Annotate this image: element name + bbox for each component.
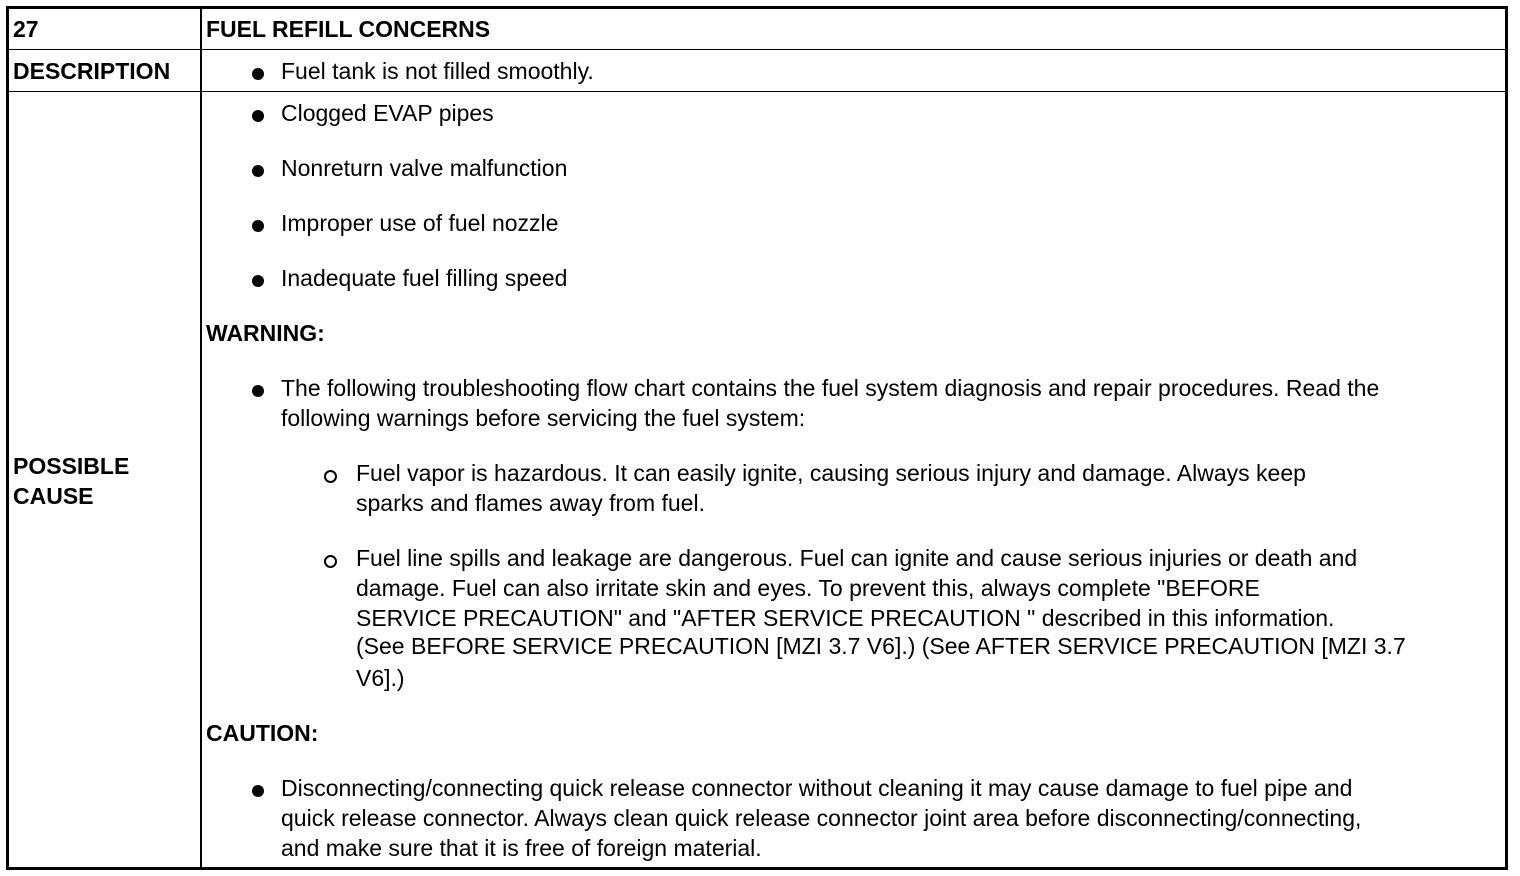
cause-item: Inadequate fuel filling speed <box>281 265 568 291</box>
bullet-icon <box>252 68 264 80</box>
caution-text-line: and make sure that it is free of foreign material. <box>281 835 762 861</box>
warning-text-line: The following troubleshooting flow chart contains the fuel system diagnosis and repair procedures. Read the <box>281 375 1380 401</box>
bullet-icon <box>252 275 264 287</box>
warning-subitem-line: sparks and flames away from fuel. <box>356 490 705 516</box>
sub-bullet-icon <box>324 555 337 568</box>
warning-subitem-line: SERVICE PRECAUTION" and "AFTER SERVICE PRECAUTION " described in this information. <box>356 605 1335 631</box>
sub-bullet-icon <box>324 470 337 483</box>
caution-text-line: Disconnecting/connecting quick release connector without cleaning it may cause damage to fuel pipe and <box>281 775 1353 801</box>
caution-label: CAUTION: <box>206 720 319 746</box>
bullet-icon <box>252 385 264 397</box>
bullet-icon <box>252 220 264 232</box>
warning-subitem-line: Fuel vapor is hazardous. It can easily ignite, causing serious injury and damage. Always keep <box>356 460 1306 486</box>
warning-label: WARNING: <box>206 320 325 346</box>
row-divider-header <box>9 49 1505 50</box>
cause-item: Clogged EVAP pipes <box>281 100 494 126</box>
row-divider-description <box>9 91 1505 92</box>
warning-text-line: following warnings before servicing the fuel system: <box>281 405 806 431</box>
warning-subitem-line: Fuel line spills and leakage are dangerous. Fuel can ignite and cause serious injuries or death and <box>356 545 1358 571</box>
description-item: Fuel tank is not filled smoothly. <box>281 58 594 84</box>
cause-item: Nonreturn valve malfunction <box>281 155 568 181</box>
concern-table <box>6 6 1508 870</box>
warning-subitem-line: V6].) <box>356 665 405 691</box>
possible-cause-label-line2: CAUSE <box>13 483 94 509</box>
cause-item: Improper use of fuel nozzle <box>281 210 559 236</box>
concern-title: FUEL REFILL CONCERNS <box>206 16 491 42</box>
warning-subitem-line: (See BEFORE SERVICE PRECAUTION [MZI 3.7 V6].) (See AFTER SERVICE PRECAUTION [MZI 3.7 <box>356 633 1406 659</box>
bullet-icon <box>252 165 264 177</box>
concern-number: 27 <box>13 16 39 42</box>
bullet-icon <box>252 785 264 797</box>
column-divider <box>200 9 202 867</box>
description-label: DESCRIPTION <box>13 58 171 84</box>
caution-text-line: quick release connector. Always clean quick release connector joint area before disconnecting/connecting, <box>281 805 1362 831</box>
warning-subitem-line: damage. Fuel can also irritate skin and eyes. To prevent this, always complete "BEFORE <box>356 575 1260 601</box>
possible-cause-label-line1: POSSIBLE <box>13 453 130 479</box>
bullet-icon <box>252 110 264 122</box>
